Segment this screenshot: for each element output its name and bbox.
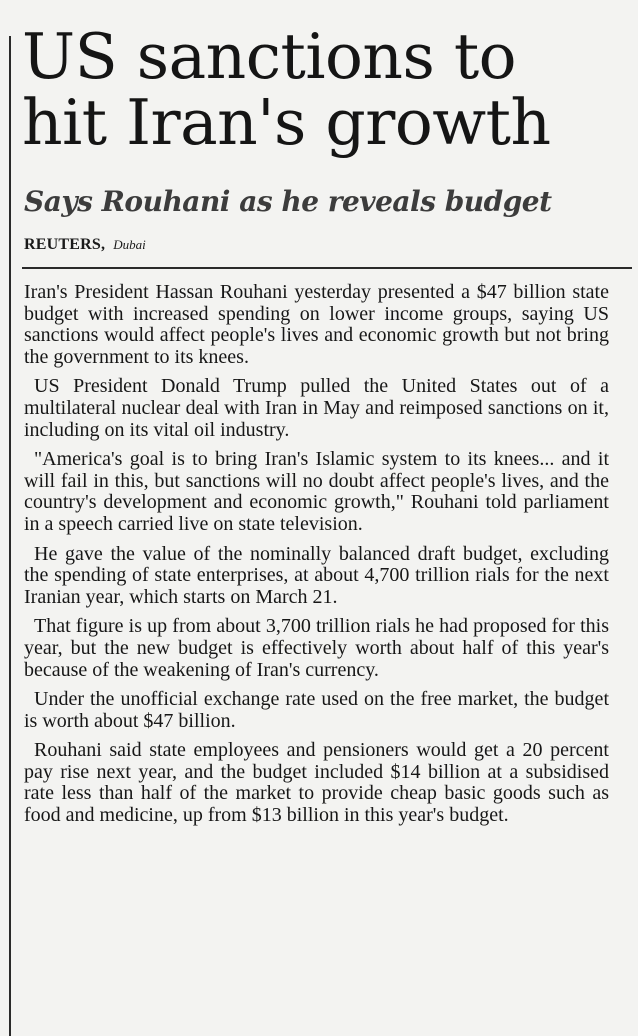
byline — [24, 236, 146, 254]
byline-dateline: Dubai — [113, 237, 146, 252]
headline — [22, 20, 632, 159]
headline-line-1: US sanctions to — [22, 20, 517, 93]
paragraph-6: Under the unofficial exchange rate used on the free market, the budget is worth about $47 billion. — [24, 688, 609, 732]
article-body — [24, 282, 609, 835]
horizontal-rule — [22, 267, 632, 269]
subheadline: Says Rouhani as he reveals budget — [24, 185, 552, 218]
paragraph-2: US President Donald Trump pulled the United States out of a multilateral nuclear deal with Iran in May and reimposed sanctions on it, including on its vital oil industry. — [24, 375, 609, 441]
byline-agency: REUTERS, — [24, 236, 106, 253]
paragraph-3: "America's goal is to bring Iran's Islamic system to its knees... and it will fail in this, but sanctions will no doubt affect people's lives, and the country's development and economic growth," Rouhani told parliament in a speech carried live on state television. — [24, 448, 609, 535]
column-divider — [9, 36, 11, 1036]
headline-line-2: hit Iran's growth — [22, 86, 551, 159]
paragraph-1: Iran's President Hassan Rouhani yesterday presented a $47 billion state budget with increased spending on lower income groups, saying US sanctions would affect people's lives and economic growth but not bring the government to its knees. — [24, 281, 609, 368]
paragraph-4: He gave the value of the nominally balanced draft budget, excluding the spending of state enterprises, at about 4,700 trillion rials for the next Iranian year, which starts on March 21. — [24, 542, 609, 608]
paragraph-5: That figure is up from about 3,700 trillion rials he had proposed for this year, but the new budget is effectively worth about half of this year's because of the weakening of Iran's currency. — [24, 615, 609, 681]
paragraph-7: Rouhani said state employees and pensioners would get a 20 percent pay rise next year, and the budget included $14 billion at a subsidised rate less than half of the market to provide cheap basic goods such as food and medicine, up from $13 billion in this year's budget. — [24, 739, 609, 827]
